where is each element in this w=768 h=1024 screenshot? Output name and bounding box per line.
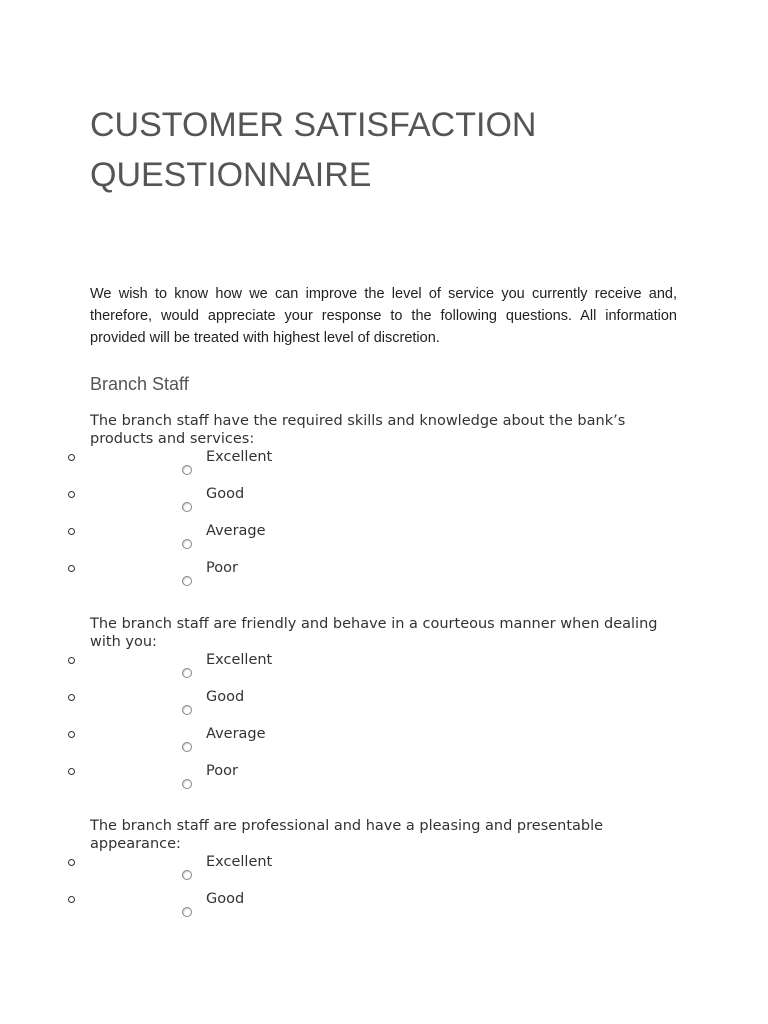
- option-label: Excellent: [206, 652, 273, 668]
- radio-button[interactable]: [182, 465, 192, 475]
- list-bullet: [68, 657, 75, 664]
- option-excellent: [90, 651, 670, 688]
- radio-button[interactable]: [182, 539, 192, 549]
- list-bullet: [68, 731, 75, 738]
- radio-button[interactable]: [182, 576, 192, 586]
- option-excellent: [90, 448, 670, 485]
- question-2: [90, 615, 670, 799]
- question-1: [90, 412, 670, 596]
- option-poor: [90, 762, 670, 799]
- option-label: Average: [206, 726, 266, 742]
- radio-button[interactable]: [182, 870, 192, 880]
- question-text: The branch staff have the required skills and knowledge about the bank’s products and services:: [90, 413, 626, 447]
- list-bullet: [68, 694, 75, 701]
- list-bullet: [68, 768, 75, 775]
- option-good: [90, 688, 670, 725]
- radio-button[interactable]: [182, 705, 192, 715]
- radio-button[interactable]: [182, 742, 192, 752]
- list-bullet: [68, 859, 75, 866]
- radio-button[interactable]: [182, 502, 192, 512]
- option-label: Good: [206, 486, 245, 502]
- option-poor: [90, 559, 670, 596]
- radio-button[interactable]: [182, 779, 192, 789]
- option-excellent: [90, 853, 670, 890]
- section-heading: Branch Staff: [90, 374, 189, 394]
- option-average: [90, 725, 670, 762]
- list-bullet: [68, 565, 75, 572]
- page-title: [90, 100, 710, 200]
- option-label: Excellent: [206, 854, 273, 870]
- option-label: Excellent: [206, 449, 273, 465]
- question-text: The branch staff are professional and have a pleasing and presentable appearance:: [90, 818, 604, 852]
- option-good: [90, 890, 670, 927]
- list-bullet: [68, 491, 75, 498]
- question-3: [90, 817, 670, 927]
- option-average: [90, 522, 670, 559]
- title-line: CUSTOMER SATISFACTION: [90, 106, 537, 144]
- list-bullet: [68, 896, 75, 903]
- list-bullet: [68, 454, 75, 461]
- option-label: Poor: [206, 560, 238, 576]
- option-label: Good: [206, 689, 245, 705]
- radio-button[interactable]: [182, 668, 192, 678]
- option-label: Average: [206, 523, 266, 539]
- option-label: Poor: [206, 763, 238, 779]
- question-text: The branch staff are friendly and behave in a courteous manner when dealing with you:: [90, 616, 658, 650]
- title-line: QUESTIONNAIRE: [90, 156, 372, 194]
- intro-paragraph: We wish to know how we can improve the level of service you currently receive and, therefore, would appreciate your response to the following questions. All information provided will be treated with highest level of discretion.: [90, 286, 677, 346]
- list-bullet: [68, 528, 75, 535]
- option-label: Good: [206, 891, 245, 907]
- radio-button[interactable]: [182, 907, 192, 917]
- option-good: [90, 485, 670, 522]
